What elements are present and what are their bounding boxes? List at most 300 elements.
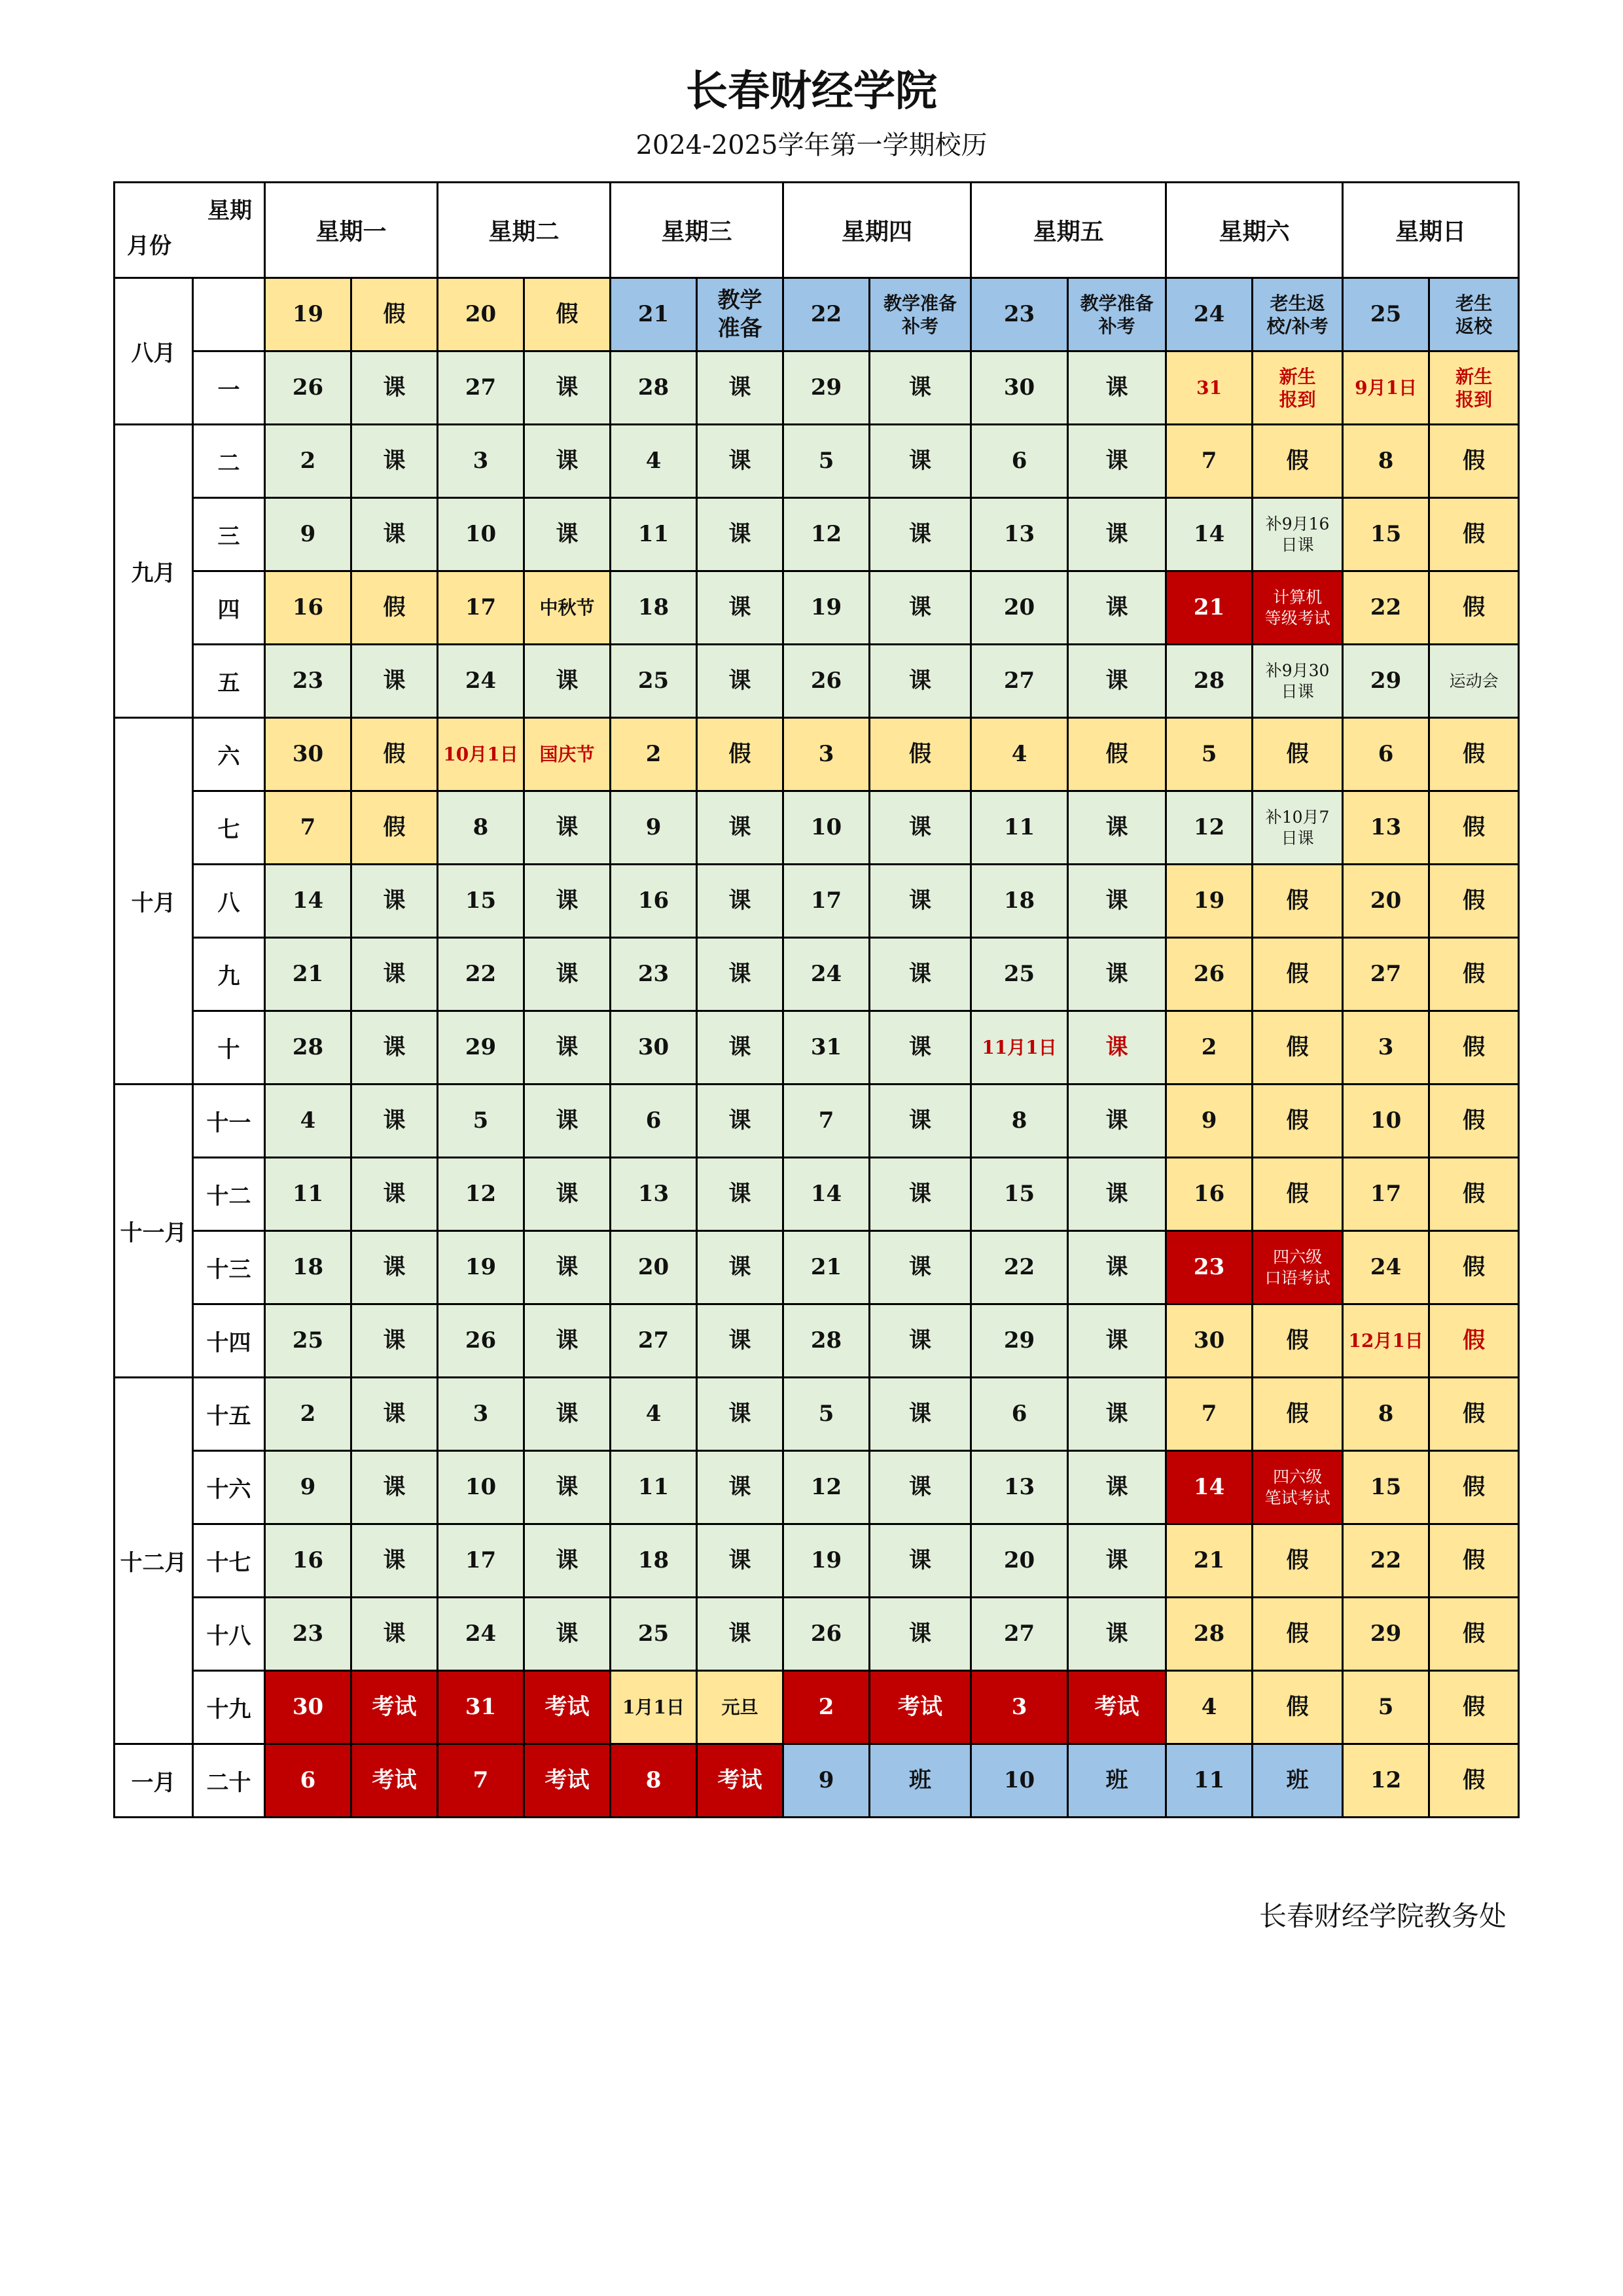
week-number: 七 [193, 791, 265, 865]
date-cell: 26 [265, 351, 351, 425]
status-cell: 假 [1429, 425, 1519, 498]
status-cell: 课 [524, 1158, 611, 1231]
week-row [115, 791, 1519, 865]
week-number: 二 [193, 425, 265, 498]
status-cell: 课 [870, 498, 971, 571]
status-cell: 考试 [1068, 1671, 1166, 1744]
header-thursday: 星期四 [783, 183, 971, 278]
date-cell: 27 [971, 645, 1068, 718]
week-number: 十一 [193, 1085, 265, 1158]
date-cell: 2 [783, 1671, 870, 1744]
date-cell: 14 [1166, 1451, 1253, 1524]
status-cell: 补9月30 日课 [1253, 645, 1343, 718]
date-cell: 6 [611, 1085, 697, 1158]
status-cell: 课 [524, 1011, 611, 1085]
status-cell: 课 [697, 1524, 783, 1598]
status-cell: 国庆节 [524, 718, 611, 791]
status-cell: 考试 [524, 1744, 611, 1818]
status-cell: 课 [1068, 1598, 1166, 1671]
date-cell: 24 [438, 645, 524, 718]
corner-month-label: 月份 [127, 233, 171, 259]
status-cell: 课 [1068, 571, 1166, 645]
date-cell: 13 [971, 1451, 1068, 1524]
status-cell: 老生返 校/补考 [1253, 278, 1343, 351]
week-row [115, 425, 1519, 498]
status-cell: 课 [524, 1598, 611, 1671]
date-cell: 30 [971, 351, 1068, 425]
status-cell: 假 [1253, 425, 1343, 498]
week-row [115, 1304, 1519, 1378]
date-cell: 16 [265, 1524, 351, 1598]
week-row [115, 1378, 1519, 1451]
status-cell: 课 [697, 865, 783, 938]
date-cell: 28 [611, 351, 697, 425]
status-cell: 课 [351, 425, 438, 498]
status-cell: 课 [1068, 1011, 1166, 1085]
week-number: 十八 [193, 1598, 265, 1671]
month-label: 十二月 [115, 1378, 193, 1744]
status-cell: 假 [1429, 1231, 1519, 1304]
date-cell: 23 [265, 1598, 351, 1671]
status-cell: 假 [524, 278, 611, 351]
status-cell: 假 [351, 571, 438, 645]
date-cell: 23 [611, 938, 697, 1011]
month-label: 一月 [115, 1744, 193, 1818]
status-cell: 课 [697, 571, 783, 645]
week-row [115, 1085, 1519, 1158]
week-row [115, 571, 1519, 645]
week-number: 十 [193, 1011, 265, 1085]
date-cell: 24 [783, 938, 870, 1011]
status-cell: 课 [870, 791, 971, 865]
week-row [115, 645, 1519, 718]
date-cell: 23 [1166, 1231, 1253, 1304]
status-cell: 假 [1429, 1744, 1519, 1818]
date-cell: 26 [783, 645, 870, 718]
date-cell: 5 [783, 425, 870, 498]
date-cell: 16 [1166, 1158, 1253, 1231]
status-cell: 课 [697, 1158, 783, 1231]
date-cell: 20 [611, 1231, 697, 1304]
date-cell: 20 [1343, 865, 1429, 938]
status-cell: 课 [524, 791, 611, 865]
status-cell: 课 [697, 1085, 783, 1158]
status-cell: 假 [351, 718, 438, 791]
date-cell: 3 [438, 1378, 524, 1451]
date-cell: 30 [611, 1011, 697, 1085]
week-number: 十四 [193, 1304, 265, 1378]
date-cell: 30 [265, 718, 351, 791]
date-cell: 30 [1166, 1304, 1253, 1378]
date-cell: 3 [1343, 1011, 1429, 1085]
status-cell: 课 [870, 1011, 971, 1085]
date-cell: 3 [438, 425, 524, 498]
status-cell: 课 [1068, 645, 1166, 718]
date-cell: 13 [1343, 791, 1429, 865]
week-row [115, 1158, 1519, 1231]
status-cell: 课 [870, 865, 971, 938]
week-number: 十三 [193, 1231, 265, 1304]
week-row [115, 1744, 1519, 1818]
month-label: 八月 [115, 278, 193, 425]
date-cell: 7 [783, 1085, 870, 1158]
status-cell: 课 [697, 1451, 783, 1524]
date-cell: 10 [1343, 1085, 1429, 1158]
week-row [115, 1231, 1519, 1304]
date-cell: 29 [971, 1304, 1068, 1378]
date-cell: 20 [971, 571, 1068, 645]
week-number: 八 [193, 865, 265, 938]
status-cell: 课 [524, 1524, 611, 1598]
date-cell: 9 [265, 498, 351, 571]
date-cell: 9月1日 [1343, 351, 1429, 425]
date-cell: 4 [265, 1085, 351, 1158]
date-cell: 21 [1166, 1524, 1253, 1598]
status-cell: 课 [697, 645, 783, 718]
status-cell: 课 [351, 1011, 438, 1085]
month-label: 十一月 [115, 1085, 193, 1378]
header-monday: 星期一 [265, 183, 438, 278]
date-cell: 19 [438, 1231, 524, 1304]
status-cell: 假 [1253, 718, 1343, 791]
status-cell: 课 [524, 938, 611, 1011]
status-cell: 班 [870, 1744, 971, 1818]
status-cell: 假 [1429, 865, 1519, 938]
status-cell: 假 [1253, 1598, 1343, 1671]
week-number: 六 [193, 718, 265, 791]
week-number: 四 [193, 571, 265, 645]
date-cell: 8 [611, 1744, 697, 1818]
date-cell: 18 [971, 865, 1068, 938]
status-cell: 课 [1068, 1378, 1166, 1451]
status-cell: 假 [1253, 1011, 1343, 1085]
date-cell: 7 [1166, 425, 1253, 498]
date-cell: 11 [971, 791, 1068, 865]
month-label: 九月 [115, 425, 193, 718]
status-cell: 课 [351, 865, 438, 938]
date-cell: 15 [1343, 498, 1429, 571]
corner-header [115, 183, 265, 278]
status-cell: 假 [1253, 1524, 1343, 1598]
header-tuesday: 星期二 [438, 183, 611, 278]
date-cell: 17 [1343, 1158, 1429, 1231]
week-row [115, 498, 1519, 571]
week-row [115, 1451, 1519, 1524]
date-cell: 25 [971, 938, 1068, 1011]
week-number: 十六 [193, 1451, 265, 1524]
date-cell: 15 [1343, 1451, 1429, 1524]
status-cell: 课 [351, 938, 438, 1011]
date-cell: 19 [265, 278, 351, 351]
date-cell: 7 [1166, 1378, 1253, 1451]
status-cell: 课 [870, 1524, 971, 1598]
status-cell: 课 [697, 791, 783, 865]
week-row [115, 1011, 1519, 1085]
date-cell: 11 [1166, 1744, 1253, 1818]
status-cell: 班 [1068, 1744, 1166, 1818]
date-cell: 11 [611, 498, 697, 571]
calendar-body [115, 278, 1519, 1818]
status-cell: 课 [524, 1231, 611, 1304]
status-cell: 课 [697, 351, 783, 425]
status-cell: 假 [1253, 1304, 1343, 1378]
week-number: 二十 [193, 1744, 265, 1818]
date-cell: 21 [783, 1231, 870, 1304]
header-wednesday: 星期三 [611, 183, 783, 278]
status-cell: 课 [870, 1158, 971, 1231]
status-cell: 课 [1068, 791, 1166, 865]
date-cell: 1月1日 [611, 1671, 697, 1744]
week-row [115, 1671, 1519, 1744]
status-cell: 课 [524, 645, 611, 718]
status-cell: 假 [1253, 1085, 1343, 1158]
status-cell: 考试 [870, 1671, 971, 1744]
date-cell: 19 [1166, 865, 1253, 938]
status-cell: 课 [870, 571, 971, 645]
date-cell: 6 [971, 425, 1068, 498]
status-cell: 假 [351, 791, 438, 865]
status-cell: 考试 [351, 1744, 438, 1818]
status-cell: 课 [1068, 351, 1166, 425]
date-cell: 18 [611, 1524, 697, 1598]
status-cell: 假 [1429, 498, 1519, 571]
week-row [115, 1524, 1519, 1598]
status-cell: 四六级 口语考试 [1253, 1231, 1343, 1304]
week-number: 十九 [193, 1671, 265, 1744]
status-cell: 教学准备 补考 [870, 278, 971, 351]
status-cell: 课 [1068, 1085, 1166, 1158]
date-cell: 3 [783, 718, 870, 791]
date-cell: 24 [438, 1598, 524, 1671]
date-cell: 16 [611, 865, 697, 938]
status-cell: 假 [1429, 1378, 1519, 1451]
corner-weekday-label: 星期 [207, 198, 252, 224]
week-row [115, 351, 1519, 425]
date-cell: 5 [438, 1085, 524, 1158]
status-cell: 课 [1068, 1304, 1166, 1378]
status-cell: 课 [870, 1378, 971, 1451]
status-cell: 老生 返校 [1429, 278, 1519, 351]
date-cell: 22 [1343, 571, 1429, 645]
status-cell: 课 [351, 498, 438, 571]
date-cell: 22 [971, 1231, 1068, 1304]
status-cell: 假 [1429, 1158, 1519, 1231]
date-cell: 7 [438, 1744, 524, 1818]
date-cell: 12 [783, 498, 870, 571]
date-cell: 10 [971, 1744, 1068, 1818]
status-cell: 假 [1068, 718, 1166, 791]
status-cell: 假 [1253, 1158, 1343, 1231]
date-cell: 8 [438, 791, 524, 865]
status-cell: 运动会 [1429, 645, 1519, 718]
date-cell: 31 [1166, 351, 1253, 425]
date-cell: 14 [265, 865, 351, 938]
date-cell: 15 [438, 865, 524, 938]
status-cell: 补10月7 日课 [1253, 791, 1343, 865]
week-number: 十二 [193, 1158, 265, 1231]
date-cell: 6 [1343, 718, 1429, 791]
date-cell: 21 [265, 938, 351, 1011]
status-cell: 课 [351, 351, 438, 425]
date-cell: 25 [265, 1304, 351, 1378]
status-cell: 课 [1068, 865, 1166, 938]
status-cell: 教学 准备 [697, 278, 783, 351]
status-cell: 考试 [524, 1671, 611, 1744]
date-cell: 12 [438, 1158, 524, 1231]
status-cell: 假 [1429, 1451, 1519, 1524]
status-cell: 课 [524, 1304, 611, 1378]
date-cell: 28 [1166, 645, 1253, 718]
date-cell: 25 [1343, 278, 1429, 351]
status-cell: 课 [870, 1304, 971, 1378]
status-cell: 课 [870, 1085, 971, 1158]
header-row [115, 183, 1519, 278]
date-cell: 29 [1343, 645, 1429, 718]
status-cell: 假 [1253, 865, 1343, 938]
status-cell: 假 [351, 278, 438, 351]
status-cell: 假 [1253, 1378, 1343, 1451]
status-cell: 课 [1068, 1158, 1166, 1231]
date-cell: 9 [611, 791, 697, 865]
date-cell: 14 [1166, 498, 1253, 571]
status-cell: 新生 报到 [1429, 351, 1519, 425]
date-cell: 24 [1343, 1231, 1429, 1304]
date-cell: 29 [1343, 1598, 1429, 1671]
date-cell: 22 [783, 278, 870, 351]
status-cell: 补9月16 日课 [1253, 498, 1343, 571]
date-cell: 2 [265, 425, 351, 498]
status-cell: 课 [351, 1158, 438, 1231]
week-number [193, 278, 265, 351]
status-cell: 课 [351, 1451, 438, 1524]
document-title: 长春财经学院 [686, 67, 937, 116]
status-cell: 课 [697, 1378, 783, 1451]
status-cell: 课 [1068, 1451, 1166, 1524]
status-cell: 课 [1068, 1524, 1166, 1598]
date-cell: 12 [1343, 1744, 1429, 1818]
status-cell: 课 [1068, 938, 1166, 1011]
status-cell: 假 [1429, 718, 1519, 791]
date-cell: 22 [1343, 1524, 1429, 1598]
date-cell: 9 [265, 1451, 351, 1524]
status-cell: 假 [1429, 791, 1519, 865]
status-cell: 假 [1429, 571, 1519, 645]
status-cell: 课 [524, 425, 611, 498]
status-cell: 假 [697, 718, 783, 791]
date-cell: 19 [783, 571, 870, 645]
week-number: 十五 [193, 1378, 265, 1451]
date-cell: 4 [971, 718, 1068, 791]
date-cell: 24 [1166, 278, 1253, 351]
date-cell: 5 [1343, 1671, 1429, 1744]
date-cell: 27 [611, 1304, 697, 1378]
date-cell: 12月1日 [1343, 1304, 1429, 1378]
status-cell: 假 [1429, 1524, 1519, 1598]
date-cell: 19 [783, 1524, 870, 1598]
date-cell: 12 [783, 1451, 870, 1524]
date-cell: 8 [1343, 425, 1429, 498]
date-cell: 9 [1166, 1085, 1253, 1158]
status-cell: 计算机 等级考试 [1253, 571, 1343, 645]
date-cell: 4 [611, 1378, 697, 1451]
status-cell: 班 [1253, 1744, 1343, 1818]
date-cell: 8 [971, 1085, 1068, 1158]
month-label: 十月 [115, 718, 193, 1085]
status-cell: 课 [870, 425, 971, 498]
header-sunday: 星期日 [1343, 183, 1519, 278]
status-cell: 四六级 笔试考试 [1253, 1451, 1343, 1524]
week-number: 一 [193, 351, 265, 425]
status-cell: 课 [697, 1011, 783, 1085]
status-cell: 假 [1253, 1671, 1343, 1744]
status-cell: 教学准备 补考 [1068, 278, 1166, 351]
date-cell: 3 [971, 1671, 1068, 1744]
date-cell: 20 [438, 278, 524, 351]
week-row [115, 865, 1519, 938]
status-cell: 课 [870, 351, 971, 425]
date-cell: 11月1日 [971, 1011, 1068, 1085]
status-cell: 课 [351, 1598, 438, 1671]
date-cell: 29 [438, 1011, 524, 1085]
status-cell: 课 [870, 1231, 971, 1304]
date-cell: 4 [1166, 1671, 1253, 1744]
status-cell: 考试 [351, 1671, 438, 1744]
status-cell: 课 [1068, 1231, 1166, 1304]
status-cell: 课 [870, 645, 971, 718]
date-cell: 14 [783, 1158, 870, 1231]
date-cell: 18 [265, 1231, 351, 1304]
status-cell: 课 [697, 425, 783, 498]
date-cell: 11 [611, 1451, 697, 1524]
date-cell: 10 [438, 1451, 524, 1524]
status-cell: 课 [870, 1598, 971, 1671]
date-cell: 17 [438, 1524, 524, 1598]
date-cell: 31 [438, 1671, 524, 1744]
date-cell: 21 [611, 278, 697, 351]
status-cell: 课 [697, 1231, 783, 1304]
date-cell: 2 [611, 718, 697, 791]
status-cell: 课 [870, 938, 971, 1011]
status-cell: 新生 报到 [1253, 351, 1343, 425]
status-cell: 课 [697, 1304, 783, 1378]
status-cell: 课 [524, 1378, 611, 1451]
status-cell: 课 [351, 1231, 438, 1304]
date-cell: 26 [783, 1598, 870, 1671]
status-cell: 课 [351, 1378, 438, 1451]
date-cell: 25 [611, 645, 697, 718]
date-cell: 6 [971, 1378, 1068, 1451]
date-cell: 28 [265, 1011, 351, 1085]
date-cell: 17 [783, 865, 870, 938]
status-cell: 假 [870, 718, 971, 791]
date-cell: 8 [1343, 1378, 1429, 1451]
status-cell: 假 [1429, 1085, 1519, 1158]
date-cell: 27 [971, 1598, 1068, 1671]
status-cell: 课 [524, 1085, 611, 1158]
date-cell: 28 [1166, 1598, 1253, 1671]
date-cell: 12 [1166, 791, 1253, 865]
week-number: 五 [193, 645, 265, 718]
date-cell: 10 [783, 791, 870, 865]
date-cell: 2 [265, 1378, 351, 1451]
date-cell: 7 [265, 791, 351, 865]
date-cell: 16 [265, 571, 351, 645]
status-cell: 课 [697, 498, 783, 571]
date-cell: 13 [971, 498, 1068, 571]
week-number: 九 [193, 938, 265, 1011]
week-row [115, 1598, 1519, 1671]
date-cell: 30 [265, 1671, 351, 1744]
